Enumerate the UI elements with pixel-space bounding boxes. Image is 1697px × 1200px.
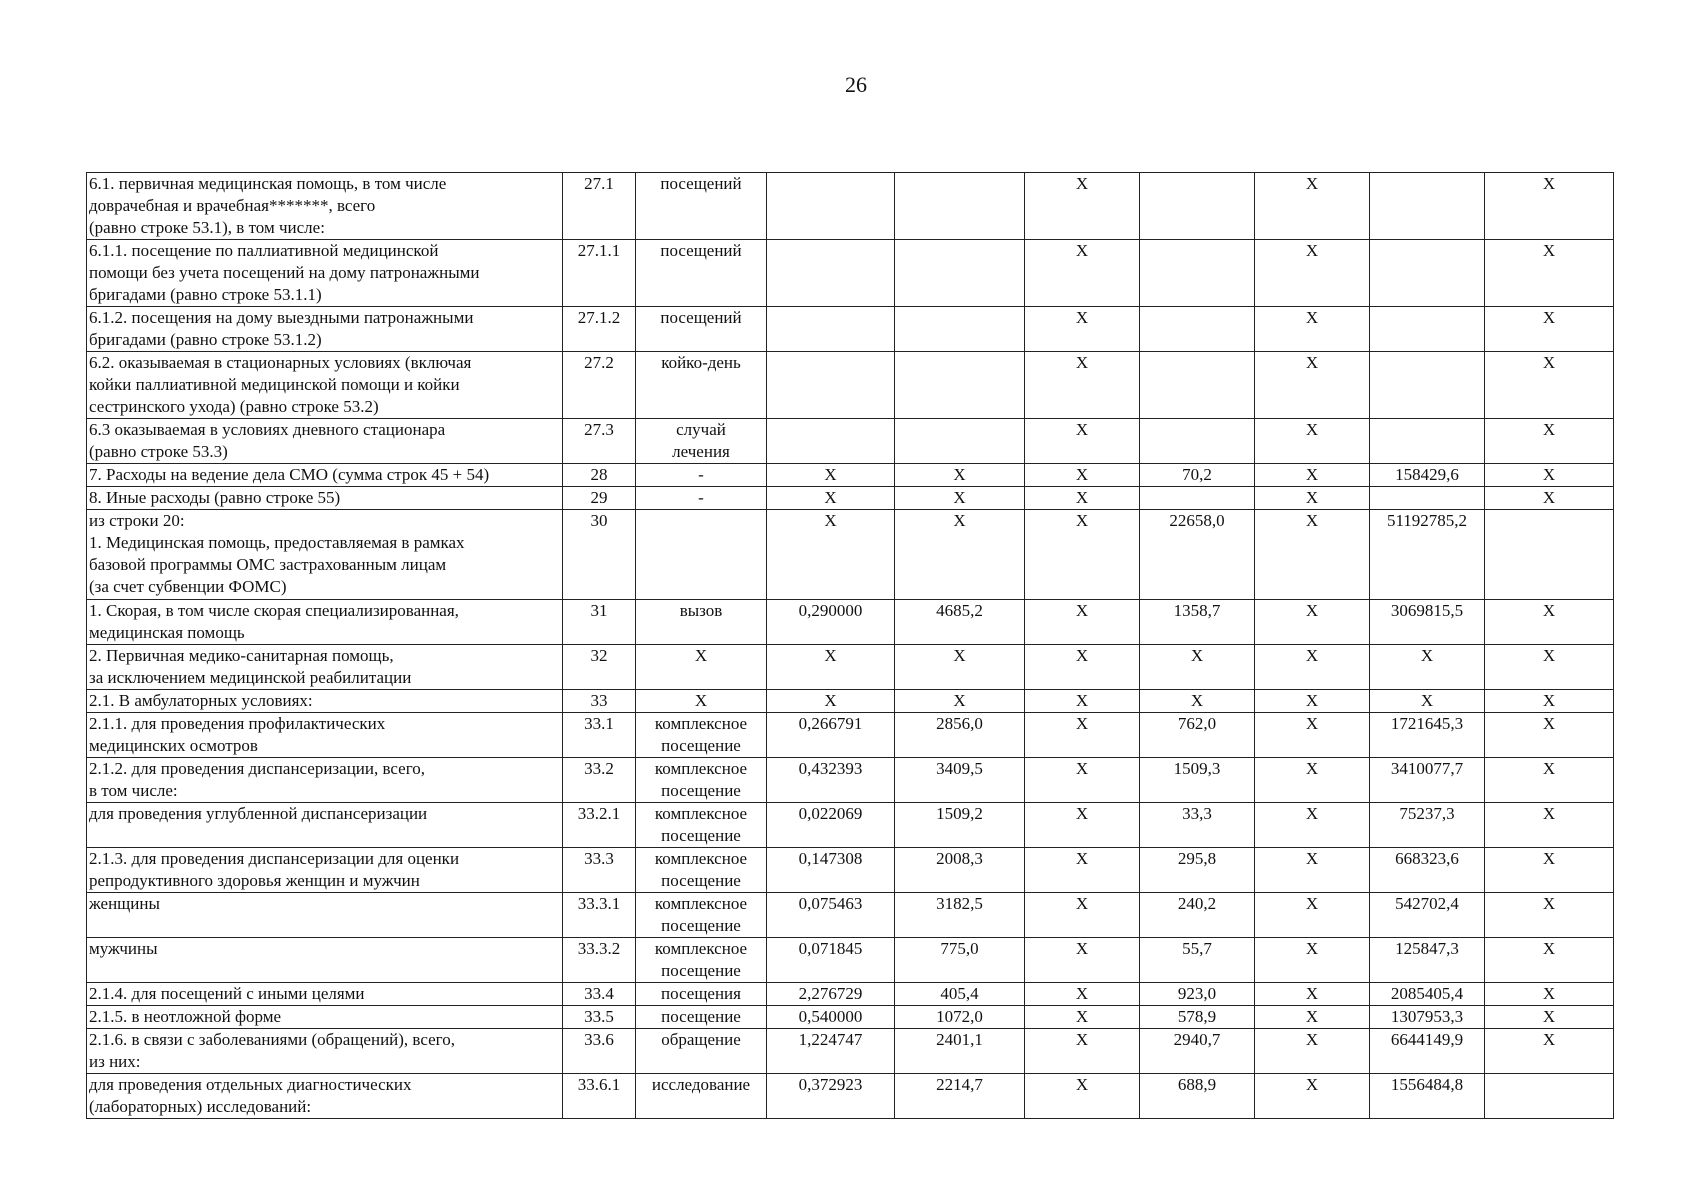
row-name-cell: 6.1.1. посещение по паллиативной медицинской помощи без учета посещений на дому патронажными бригадами (равно строке 53.1.1) <box>87 240 563 307</box>
value-cell-3: X <box>1025 690 1140 713</box>
row-unit-cell: комплексное посещение <box>636 893 767 938</box>
value-cell-6 <box>1370 352 1485 419</box>
row-name-cell: 2.1.4. для посещений с иными целями <box>87 983 563 1006</box>
value-cell-4 <box>1140 307 1255 352</box>
row-unit-cell: вызов <box>636 600 767 645</box>
value-cell-6: 1721645,3 <box>1370 713 1485 758</box>
value-cell-5: X <box>1255 848 1370 893</box>
value-cell-2: 775,0 <box>895 938 1025 983</box>
value-cell-7: X <box>1485 983 1614 1006</box>
value-cell-6 <box>1370 240 1485 307</box>
value-cell-1: X <box>767 464 895 487</box>
row-code-cell: 32 <box>563 645 636 690</box>
row-unit-cell: посещений <box>636 240 767 307</box>
row-name-cell: 6.1. первичная медицинская помощь, в том числе доврачебная и врачебная*******, всего (равно строке 53.1), в том числе: <box>87 173 563 240</box>
value-cell-2: 2214,7 <box>895 1074 1025 1119</box>
data-table <box>86 172 1614 1119</box>
value-cell-3: X <box>1025 419 1140 464</box>
value-cell-7 <box>1485 1074 1614 1119</box>
table-row <box>87 690 1614 713</box>
table-row <box>87 173 1614 240</box>
value-cell-5: X <box>1255 510 1370 600</box>
value-cell-1: X <box>767 690 895 713</box>
value-cell-7: X <box>1485 758 1614 803</box>
value-cell-4: 762,0 <box>1140 713 1255 758</box>
value-cell-1: 2,276729 <box>767 983 895 1006</box>
row-code-cell: 33.3 <box>563 848 636 893</box>
value-cell-4: 688,9 <box>1140 1074 1255 1119</box>
row-code-cell: 27.1.2 <box>563 307 636 352</box>
value-cell-3: X <box>1025 487 1140 510</box>
row-unit-cell: посещений <box>636 173 767 240</box>
value-cell-6 <box>1370 487 1485 510</box>
value-cell-1: 0,075463 <box>767 893 895 938</box>
row-unit-cell: X <box>636 645 767 690</box>
value-cell-5: X <box>1255 938 1370 983</box>
row-code-cell: 27.1 <box>563 173 636 240</box>
table-row <box>87 893 1614 938</box>
value-cell-4 <box>1140 240 1255 307</box>
value-cell-5: X <box>1255 419 1370 464</box>
value-cell-2: 2856,0 <box>895 713 1025 758</box>
table-row <box>87 240 1614 307</box>
row-code-cell: 33.2 <box>563 758 636 803</box>
row-name-cell: 2.1.5. в неотложной форме <box>87 1006 563 1029</box>
value-cell-1 <box>767 240 895 307</box>
value-cell-3: X <box>1025 464 1140 487</box>
value-cell-2: X <box>895 487 1025 510</box>
value-cell-7: X <box>1485 352 1614 419</box>
value-cell-6: X <box>1370 690 1485 713</box>
table-row <box>87 758 1614 803</box>
row-code-cell: 33.3.2 <box>563 938 636 983</box>
value-cell-5: X <box>1255 240 1370 307</box>
row-unit-cell: комплексное посещение <box>636 938 767 983</box>
value-cell-3: X <box>1025 307 1140 352</box>
row-name-cell: для проведения отдельных диагностических (лабораторных) исследований: <box>87 1074 563 1119</box>
value-cell-2: 2008,3 <box>895 848 1025 893</box>
value-cell-5: X <box>1255 983 1370 1006</box>
table-row <box>87 464 1614 487</box>
value-cell-6: 2085405,4 <box>1370 983 1485 1006</box>
value-cell-5: X <box>1255 173 1370 240</box>
value-cell-1 <box>767 173 895 240</box>
value-cell-1: 0,266791 <box>767 713 895 758</box>
value-cell-5: X <box>1255 713 1370 758</box>
value-cell-5: X <box>1255 600 1370 645</box>
value-cell-7: X <box>1485 848 1614 893</box>
value-cell-1: 0,372923 <box>767 1074 895 1119</box>
value-cell-3: X <box>1025 1006 1140 1029</box>
value-cell-2: X <box>895 510 1025 600</box>
value-cell-3: X <box>1025 803 1140 848</box>
value-cell-1 <box>767 307 895 352</box>
row-name-cell: 6.3 оказываемая в условиях дневного стационара (равно строке 53.3) <box>87 419 563 464</box>
value-cell-2: 3409,5 <box>895 758 1025 803</box>
value-cell-5: X <box>1255 352 1370 419</box>
value-cell-2: 4685,2 <box>895 600 1025 645</box>
value-cell-6: 1307953,3 <box>1370 1006 1485 1029</box>
row-unit-cell: комплексное посещение <box>636 803 767 848</box>
value-cell-2 <box>895 173 1025 240</box>
value-cell-3: X <box>1025 240 1140 307</box>
value-cell-1: X <box>767 645 895 690</box>
row-name-cell: 2.1.1. для проведения профилактических медицинских осмотров <box>87 713 563 758</box>
row-unit-cell: комплексное посещение <box>636 848 767 893</box>
row-code-cell: 33 <box>563 690 636 713</box>
value-cell-1: 0,071845 <box>767 938 895 983</box>
row-code-cell: 27.1.1 <box>563 240 636 307</box>
value-cell-2: 2401,1 <box>895 1029 1025 1074</box>
value-cell-1: 1,224747 <box>767 1029 895 1074</box>
value-cell-7: X <box>1485 938 1614 983</box>
row-code-cell: 33.4 <box>563 983 636 1006</box>
value-cell-1: 0,147308 <box>767 848 895 893</box>
value-cell-2 <box>895 352 1025 419</box>
row-name-cell: 2.1.2. для проведения диспансеризации, всего, в том числе: <box>87 758 563 803</box>
value-cell-1 <box>767 352 895 419</box>
value-cell-3: X <box>1025 893 1140 938</box>
row-name-cell: 2.1.3. для проведения диспансеризации для оценки репродуктивного здоровья женщин и мужчин <box>87 848 563 893</box>
value-cell-5: X <box>1255 307 1370 352</box>
row-code-cell: 33.6.1 <box>563 1074 636 1119</box>
value-cell-1: X <box>767 510 895 600</box>
value-cell-4 <box>1140 352 1255 419</box>
table-row <box>87 938 1614 983</box>
value-cell-1: 0,540000 <box>767 1006 895 1029</box>
table-body <box>87 173 1614 1119</box>
value-cell-7: X <box>1485 240 1614 307</box>
value-cell-5: X <box>1255 645 1370 690</box>
row-code-cell: 33.6 <box>563 1029 636 1074</box>
value-cell-7: X <box>1485 690 1614 713</box>
row-code-cell: 29 <box>563 487 636 510</box>
value-cell-5: X <box>1255 1074 1370 1119</box>
table-row <box>87 600 1614 645</box>
value-cell-3: X <box>1025 645 1140 690</box>
value-cell-4: 33,3 <box>1140 803 1255 848</box>
value-cell-7: X <box>1485 1006 1614 1029</box>
table-row <box>87 1029 1614 1074</box>
value-cell-4: 1358,7 <box>1140 600 1255 645</box>
value-cell-3: X <box>1025 938 1140 983</box>
value-cell-4 <box>1140 487 1255 510</box>
table-row <box>87 352 1614 419</box>
row-name-cell: женщины <box>87 893 563 938</box>
value-cell-6: 3069815,5 <box>1370 600 1485 645</box>
value-cell-4: 578,9 <box>1140 1006 1255 1029</box>
row-unit-cell: - <box>636 487 767 510</box>
row-code-cell: 31 <box>563 600 636 645</box>
value-cell-5: X <box>1255 464 1370 487</box>
row-unit-cell: койко-день <box>636 352 767 419</box>
value-cell-4: X <box>1140 690 1255 713</box>
table-row <box>87 510 1614 600</box>
value-cell-7: X <box>1485 713 1614 758</box>
value-cell-6 <box>1370 173 1485 240</box>
value-cell-4: 240,2 <box>1140 893 1255 938</box>
table-row <box>87 848 1614 893</box>
value-cell-5: X <box>1255 1006 1370 1029</box>
value-cell-6: 668323,6 <box>1370 848 1485 893</box>
value-cell-6: 542702,4 <box>1370 893 1485 938</box>
row-unit-cell: посещение <box>636 1006 767 1029</box>
row-unit-cell: - <box>636 464 767 487</box>
row-name-cell: 8. Иные расходы (равно строке 55) <box>87 487 563 510</box>
value-cell-4: 923,0 <box>1140 983 1255 1006</box>
value-cell-7: X <box>1485 645 1614 690</box>
value-cell-1: 0,432393 <box>767 758 895 803</box>
value-cell-6: 6644149,9 <box>1370 1029 1485 1074</box>
table-row <box>87 487 1614 510</box>
value-cell-5: X <box>1255 758 1370 803</box>
value-cell-5: X <box>1255 487 1370 510</box>
value-cell-4: 1509,3 <box>1140 758 1255 803</box>
value-cell-6: 3410077,7 <box>1370 758 1485 803</box>
row-unit-cell: посещения <box>636 983 767 1006</box>
value-cell-2 <box>895 307 1025 352</box>
value-cell-6: 51192785,2 <box>1370 510 1485 600</box>
table-row <box>87 419 1614 464</box>
row-name-cell: 2. Первичная медико-санитарная помощь, за исключением медицинской реабилитации <box>87 645 563 690</box>
value-cell-7: X <box>1485 487 1614 510</box>
row-unit-cell: X <box>636 690 767 713</box>
value-cell-2: 3182,5 <box>895 893 1025 938</box>
table-row <box>87 983 1614 1006</box>
row-code-cell: 28 <box>563 464 636 487</box>
value-cell-6: 125847,3 <box>1370 938 1485 983</box>
value-cell-6 <box>1370 419 1485 464</box>
value-cell-3: X <box>1025 173 1140 240</box>
value-cell-2: 405,4 <box>895 983 1025 1006</box>
value-cell-7: X <box>1485 173 1614 240</box>
value-cell-6: 75237,3 <box>1370 803 1485 848</box>
value-cell-7: X <box>1485 419 1614 464</box>
row-name-cell: 2.1.6. в связи с заболеваниями (обращений), всего, из них: <box>87 1029 563 1074</box>
value-cell-3: X <box>1025 1074 1140 1119</box>
value-cell-1: 0,022069 <box>767 803 895 848</box>
row-name-cell: 6.1.2. посещения на дому выездными патронажными бригадами (равно строке 53.1.2) <box>87 307 563 352</box>
value-cell-7: X <box>1485 464 1614 487</box>
table-row <box>87 645 1614 690</box>
table-row <box>87 307 1614 352</box>
value-cell-2: 1072,0 <box>895 1006 1025 1029</box>
value-cell-3: X <box>1025 713 1140 758</box>
value-cell-4 <box>1140 173 1255 240</box>
value-cell-2: X <box>895 645 1025 690</box>
value-cell-2 <box>895 419 1025 464</box>
page-number: 26 <box>845 72 867 97</box>
value-cell-4: 55,7 <box>1140 938 1255 983</box>
row-name-cell: из строки 20: 1. Медицинская помощь, предоставляемая в рамках базовой программы ОМС застрахованным лицам (за счет субвенции ФОМС) <box>87 510 563 600</box>
row-name-cell: мужчины <box>87 938 563 983</box>
row-name-cell: 2.1. В амбулаторных условиях: <box>87 690 563 713</box>
value-cell-2 <box>895 240 1025 307</box>
row-code-cell: 33.1 <box>563 713 636 758</box>
value-cell-2: X <box>895 464 1025 487</box>
value-cell-3: X <box>1025 758 1140 803</box>
value-cell-6 <box>1370 307 1485 352</box>
row-unit-cell: комплексное посещение <box>636 713 767 758</box>
value-cell-1 <box>767 419 895 464</box>
value-cell-7: X <box>1485 600 1614 645</box>
row-name-cell: 6.2. оказываемая в стационарных условиях (включая койки паллиативной медицинской помощи и койки сестринского ухода) (равно строке 53.2) <box>87 352 563 419</box>
value-cell-3: X <box>1025 352 1140 419</box>
row-code-cell: 33.5 <box>563 1006 636 1029</box>
value-cell-7 <box>1485 510 1614 600</box>
value-cell-6: X <box>1370 645 1485 690</box>
value-cell-5: X <box>1255 1029 1370 1074</box>
table-row <box>87 1006 1614 1029</box>
value-cell-1: X <box>767 487 895 510</box>
value-cell-4: X <box>1140 645 1255 690</box>
row-unit-cell <box>636 510 767 600</box>
value-cell-5: X <box>1255 803 1370 848</box>
row-unit-cell: посещений <box>636 307 767 352</box>
row-unit-cell: исследование <box>636 1074 767 1119</box>
row-name-cell: 1. Скорая, в том числе скорая специализированная, медицинская помощь <box>87 600 563 645</box>
value-cell-5: X <box>1255 690 1370 713</box>
value-cell-3: X <box>1025 848 1140 893</box>
value-cell-4: 2940,7 <box>1140 1029 1255 1074</box>
value-cell-7: X <box>1485 307 1614 352</box>
value-cell-7: X <box>1485 803 1614 848</box>
row-unit-cell: случай лечения <box>636 419 767 464</box>
value-cell-3: X <box>1025 983 1140 1006</box>
row-name-cell: для проведения углубленной диспансеризации <box>87 803 563 848</box>
row-code-cell: 33.2.1 <box>563 803 636 848</box>
value-cell-2: X <box>895 690 1025 713</box>
value-cell-4 <box>1140 419 1255 464</box>
value-cell-7: X <box>1485 893 1614 938</box>
value-cell-7: X <box>1485 1029 1614 1074</box>
row-unit-cell: комплексное посещение <box>636 758 767 803</box>
table-row <box>87 713 1614 758</box>
value-cell-4: 295,8 <box>1140 848 1255 893</box>
row-unit-cell: обращение <box>636 1029 767 1074</box>
table-row <box>87 803 1614 848</box>
row-code-cell: 33.3.1 <box>563 893 636 938</box>
value-cell-3: X <box>1025 510 1140 600</box>
row-code-cell: 27.3 <box>563 419 636 464</box>
value-cell-2: 1509,2 <box>895 803 1025 848</box>
value-cell-4: 70,2 <box>1140 464 1255 487</box>
value-cell-6: 158429,6 <box>1370 464 1485 487</box>
row-code-cell: 30 <box>563 510 636 600</box>
value-cell-6: 1556484,8 <box>1370 1074 1485 1119</box>
row-code-cell: 27.2 <box>563 352 636 419</box>
row-name-cell: 7. Расходы на ведение дела СМО (сумма строк 45 + 54) <box>87 464 563 487</box>
table-row <box>87 1074 1614 1119</box>
value-cell-5: X <box>1255 893 1370 938</box>
value-cell-3: X <box>1025 1029 1140 1074</box>
value-cell-3: X <box>1025 600 1140 645</box>
value-cell-4: 22658,0 <box>1140 510 1255 600</box>
value-cell-1: 0,290000 <box>767 600 895 645</box>
